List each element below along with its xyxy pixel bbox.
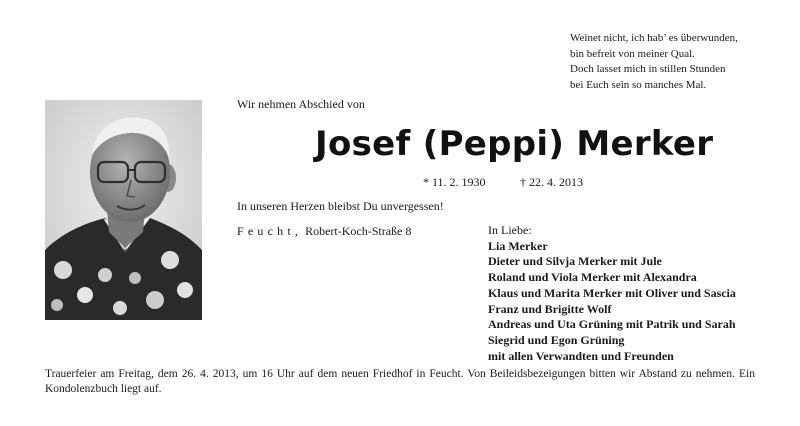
mourners-list [488, 223, 788, 364]
mourner-entry: mit allen Verwandten und Freunden [488, 348, 674, 363]
death-date: † 22. 4. 2013 [520, 175, 583, 189]
intro-text: Wir nehmen Abschied von [237, 97, 365, 111]
poem-line: Weinet nicht, ich hab’ es überwunden, [570, 32, 738, 44]
poem [570, 31, 785, 93]
mourner-entry: Siegrid und Egon Grüning [488, 332, 625, 347]
farewell-text: In unseren Herzen bleibst Du unvergessen! [237, 199, 444, 213]
poem-line: bin befreit von meiner Qual. [570, 47, 695, 60]
address-town: Feucht, [237, 224, 303, 238]
address [237, 224, 411, 239]
mourner-entry: Dieter und Silvja Merker mit Jule [488, 254, 662, 269]
mourner-entry: Lia Merker [488, 238, 548, 253]
portrait-photo [45, 100, 202, 320]
ceremony-notice: Trauerfeier am Freitag, dem 26. 4. 2013, um 16 Uhr auf dem neuen Friedhof in Feucht. Von Beileidsbezeigungen bitten wir Abstand zu nehmen. Ein Kondolenzbuch liegt auf. [45, 368, 755, 395]
address-street: Robert-Koch-Straße 8 [305, 224, 412, 238]
mourner-entry: Franz und Brigitte Wolf [488, 301, 612, 316]
birth-date: * 11. 2. 1930 [423, 175, 486, 189]
poem-line: bei Euch sein so manches Mal. [570, 78, 707, 91]
poem-line: Doch lasset mich in stillen Stunden [570, 63, 726, 75]
mourner-entry: Roland und Viola Merker mit Alexandra [488, 270, 697, 285]
mourners-heading: In Liebe: [488, 223, 532, 237]
deceased-name: Josef (Peppi) Merker [315, 124, 714, 164]
mourner-entry: Klaus und Marita Merker mit Oliver und Sascia [488, 285, 736, 300]
mourner-entry: Andreas und Uta Grüning mit Patrik und Sarah [488, 317, 736, 332]
